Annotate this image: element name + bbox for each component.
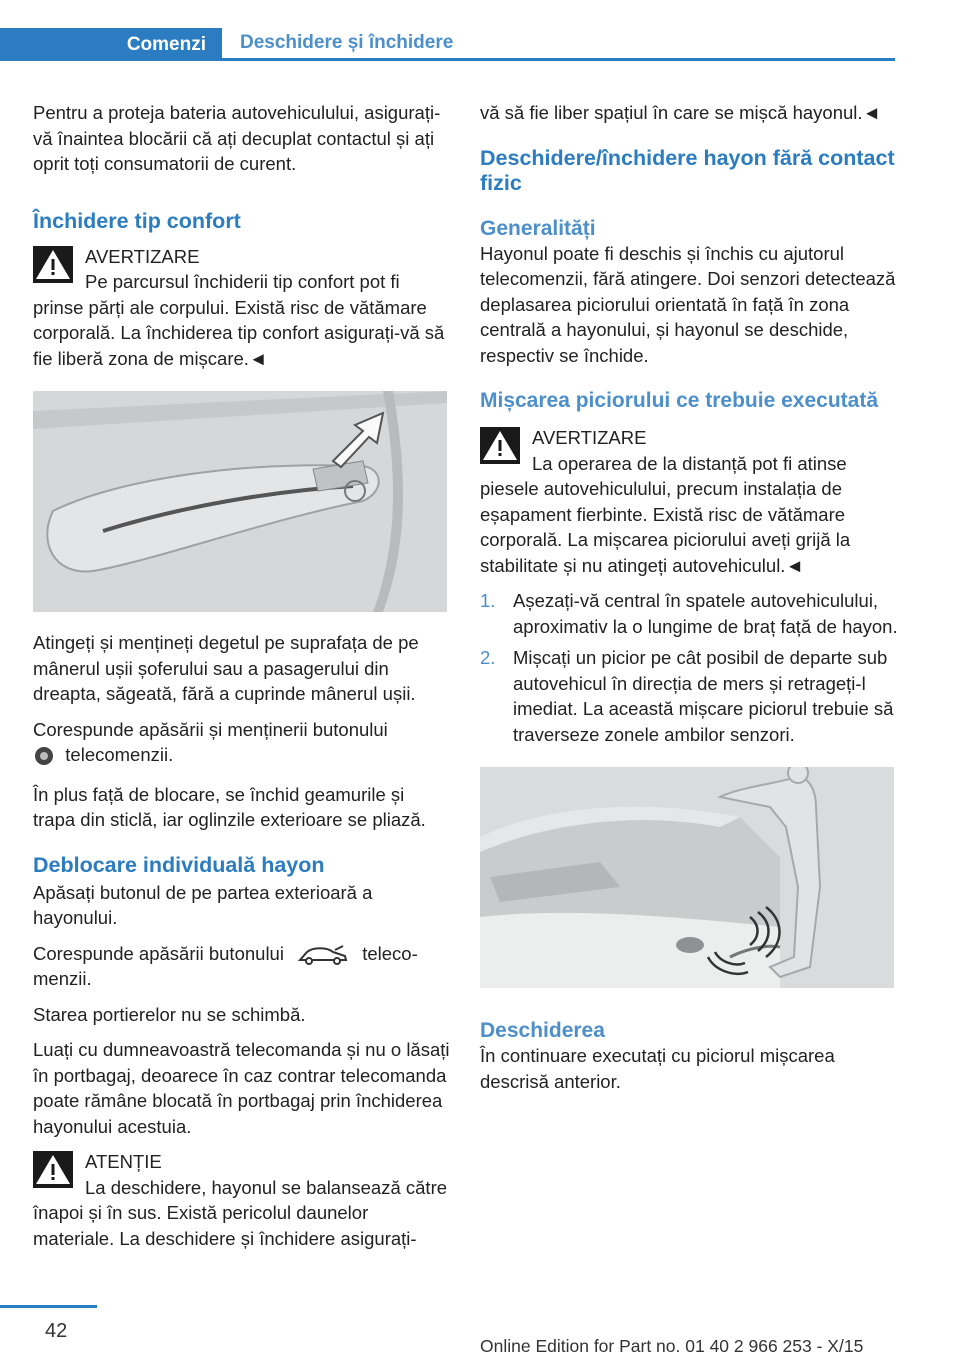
heading-deschiderea: Deschiderea xyxy=(480,1019,605,1042)
paragraph-corespunde-tailgate xyxy=(33,941,451,992)
step-text: Mișcați un picior pe cât posibil de departe sub autovehicul în direcția de mers și retrageți-l imediat. La această mișcare piciorul trebuie să traverseze zonele ambilor senzori. xyxy=(513,647,894,745)
paragraph-apasati: Apăsați butonul de pe partea exterioară a hayonului. xyxy=(33,881,373,928)
heading-fara-contact: Deschidere/închidere hayon fără contact fizic xyxy=(480,145,895,195)
tab-comenzi[interactable]: Comenzi xyxy=(0,28,222,61)
heading-generalitati: Generalități xyxy=(480,216,596,240)
list-item xyxy=(480,588,898,639)
corespunde2-text-a: Corespunde apăsării butonului xyxy=(33,942,284,964)
car-tailgate-icon xyxy=(297,944,349,966)
paragraph-continuare-hayon: vă să fie liber spațiul în care se mișcă hayonul.◄ xyxy=(480,102,881,123)
warning-box-confort xyxy=(33,244,451,372)
paragraph-corespunde-buton xyxy=(33,717,451,768)
left-column xyxy=(33,100,451,1261)
step-number: 1. xyxy=(480,590,496,611)
warning-box-operare xyxy=(480,425,898,578)
warning-text: Pe parcursul închiderii tip confort pot fi prinse părți ale corpului. Există risc de vătămare corporală. La închiderea tip confort asigurați-vă să fie liberă zona de mișcare.◄ xyxy=(33,271,445,369)
paragraph-hayonul: Hayonul poate fi deschis și închis cu ajutorul telecomenzii, fără atingere. Doi senzori detectează deplasarea piciorului orientată în față în zona centrală a hayonului, și hayonul se deschide, respectiv se închide. xyxy=(480,242,896,366)
heading-deblocare-hayon: Deblocare individuală hayon xyxy=(33,852,325,877)
paragraph-starea: Starea portierelor nu se schimbă. xyxy=(33,1003,306,1025)
corespunde2-text-b: telecomenzii. xyxy=(33,942,418,989)
door-handle-illustration xyxy=(33,391,447,612)
warning-title: AVERTIZARE xyxy=(85,245,200,267)
corespunde-text-b: telecomenzii. xyxy=(65,744,174,765)
paragraph-luati: Luați cu dumneavoastră telecomanda și nu o lăsați în portbagaj, deoarece în caz contrar telecomanda poate rămâne blocată în portbagaj prin închiderea hayonului acestuia. xyxy=(33,1039,450,1137)
warning-text: La operarea de la distanță pot fi atinse piesele autovehiculului, precum instalația de eșapament fierbinte. Există risc de vătămare corporală. La mișcarea piciorului aveți grijă la stabilitate și nu atingeți autovehiculul.◄ xyxy=(480,452,851,576)
paragraph-in-continuare: În continuare executați cu piciorul mișcarea descrisă anterior. xyxy=(480,1045,835,1092)
door-handle-image xyxy=(33,391,447,612)
steps-list xyxy=(480,588,898,747)
warning-text: La deschidere, hayonul se balansează către înapoi și în sus. Există pericolul daunelor materiale. La deschidere și închidere asigurați- xyxy=(33,1176,448,1249)
car-key-icon xyxy=(33,746,55,766)
chapter-tabs xyxy=(0,28,895,61)
page-number: 42 xyxy=(45,1320,68,1342)
heading-miscarea-piciorului: Mișcarea piciorului ce trebuie executată xyxy=(480,389,878,412)
intro-paragraph: Pentru a proteja bateria autovehiculului, asigurați-vă înaintea blocării că ați decuplat contactul și ați oprit toți consumatorii de curent. xyxy=(33,102,441,174)
step-text: Așezați-vă central în spatele autovehiculului, aproximativ la o lungime de braț față de hayon. xyxy=(513,590,898,637)
tab-deschidere-inchidere[interactable]: Deschidere și închidere xyxy=(222,28,895,61)
warning-title: ATENȚIE xyxy=(85,1151,162,1172)
corespunde-text-a: Corespunde apăsării și menținerii butonului xyxy=(33,718,388,740)
edition-text: Online Edition for Part no. 01 40 2 966 253 - X/15 xyxy=(480,1336,864,1356)
paragraph-atingeti: Atingeți și mențineți degetul pe suprafața de pe mânerul ușii șoferului sau a pasagerului din dreapta, săgeată, fără a cuprinde mânerul ușii. xyxy=(33,632,419,704)
tailgate-foot-image xyxy=(480,767,894,988)
warning-title: AVERTIZARE xyxy=(532,427,647,448)
warning-icon xyxy=(480,427,520,464)
warning-icon xyxy=(33,1151,73,1188)
warning-icon xyxy=(33,246,73,283)
footer-divider xyxy=(0,1305,97,1308)
step-number: 2. xyxy=(480,647,496,668)
tailgate-foot-illustration xyxy=(480,767,894,988)
warning-box-atentie xyxy=(33,1149,451,1251)
list-item xyxy=(480,645,898,747)
paragraph-geamuri: În plus față de blocare, se închid geamurile și trapa din sticlă, iar oglinzile exterioare se pliază. xyxy=(33,783,426,830)
heading-inchidere-confort: Închidere tip confort xyxy=(33,208,241,233)
right-column xyxy=(480,100,898,1104)
